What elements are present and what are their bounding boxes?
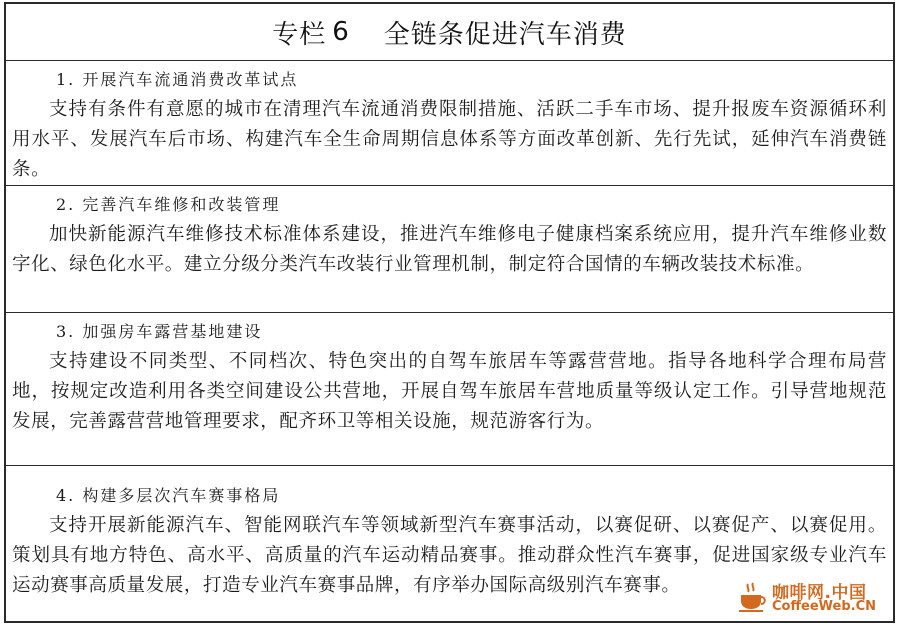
section-body: 加快新能源汽车维修技术标准体系建设，推进汽车维修电子健康档案系统应用，提升汽车维修业数字化、绿色化水平。建立分级分类汽车改装行业管理机制，制定符合国情的车辆改装技术标准。 [12,224,887,275]
title-text: 全链条促进汽车消费 [383,19,627,50]
coffee-cup-icon [736,581,768,613]
section-heading: 1. 开展汽车流通消费改革试点 [56,70,299,89]
title-label: 专栏 [272,19,327,50]
document-panel [4,2,895,623]
watermark-cn: 咖啡网.中国 [772,583,867,603]
watermark [736,578,886,618]
section-heading: 3. 加强房车露营基地建设 [56,322,263,341]
section-body: 支持建设不同类型、不同档次、特色突出的自驾车旅居车等露营营地。指导各地科学合理布局营地，按规定改造利用各类空间建设公共营地，开展自驾车旅居车营地质量等级认定工作。引导营地规范发展，完善露营营地管理要求，配齐环卫等相关设施，规范游客行为。 [12,351,887,432]
section-2 [6,186,893,313]
panel-title [6,4,893,61]
watermark-en: CoffeeWeb.CN [772,599,876,614]
section-1 [6,61,893,186]
section-heading: 2. 完善汽车维修和改装管理 [56,195,281,214]
section-3 [6,313,893,466]
section-body: 支持有条件有意愿的城市在清理汽车流通消费限制措施、活跃二手车市场、提升报废车资源循环利用水平、发展汽车后市场、构建汽车全生命周期信息体系等方面改革创新、先行先试，延伸汽车消费链条。 [12,99,887,180]
title-number: 6 [332,17,350,47]
section-body: 支持开展新能源汽车、智能网联汽车等领域新型汽车赛事活动，以赛促研、以赛促产、以赛促用。策划具有地方特色、高水平、高质量的汽车运动精品赛事。推动群众性汽车赛事，促进国家级专业汽车运动赛事高质量发展，打造专业汽车赛事品牌，有序举办国际高级别汽车赛事。 [12,515,887,596]
section-heading: 4. 构建多层次汽车赛事格局 [56,486,281,505]
